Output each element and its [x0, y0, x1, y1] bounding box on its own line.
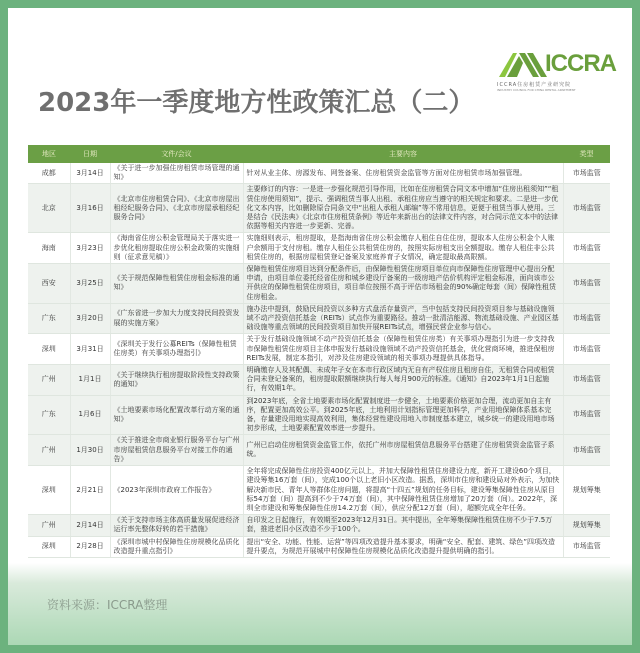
document-cell: 《北京市住房租赁合同》、《北京市房屋出租经纪服务合同》、《北京市房屋承租经纪服务合同》 [110, 184, 243, 233]
date-cell: 3月16日 [70, 184, 110, 233]
document-cell: 《土地要素市场化配置改革行动方案的通知》 [110, 395, 243, 435]
region-cell: 广州 [28, 435, 70, 466]
table-row [28, 365, 610, 396]
document-cell: 《海南省住房公积金管理局关于落实进一步优化租房提取住房公积金政策的实施细则（征求意见稿）》 [110, 233, 243, 264]
header-document: 文件/会议 [110, 145, 243, 163]
type-cell: 市场监管 [563, 163, 610, 184]
date-cell: 1月6日 [70, 395, 110, 435]
header-content: 主要内容 [243, 145, 563, 163]
table-header-row [28, 145, 610, 163]
page-title: 2023年一季度地方性政策汇总（二） [38, 88, 475, 118]
content-cell: 针对从业主体、房源发布、网签备案、住房租赁资金监管等方面对住房租赁市场加强管理。 [243, 163, 563, 184]
table-row [28, 466, 610, 515]
table-row [28, 184, 610, 233]
logo-triangles-icon [499, 53, 549, 77]
date-cell: 1月1日 [70, 365, 110, 396]
header-type: 类型 [563, 145, 610, 163]
document-cell: 《深圳关于发行公募REITs（保障性租赁住房类）有关事项办理指引》 [110, 334, 243, 365]
region-cell: 海南 [28, 233, 70, 264]
date-cell: 2月21日 [70, 466, 110, 515]
region-cell: 深圳 [28, 466, 70, 515]
document-cell: 《关于规范保障性租赁住房租金标准的通知》 [110, 264, 243, 304]
table-row [28, 303, 610, 334]
table-row [28, 233, 610, 264]
type-cell: 市场监管 [563, 435, 610, 466]
type-cell: 市场监管 [563, 334, 610, 365]
table-row [28, 515, 610, 536]
document-cell: 《关于进一步加强住房租赁市场管理的通知》 [110, 163, 243, 184]
content-cell: 保障性租赁住房项目达到分配条件后，由保障性租赁住房项目单位向市保障性住房管理中心提出分配申请，由项目单位委托经省住房和城乡建设厅备案的一级房地产估价机构评定租金标准，面向该市公开供应的保障性租赁住房项目，项目单位按照不高于评估市场租金的90%确定每套（间）保障性租赁住房租金。 [243, 264, 563, 304]
document-cell: 《广东省进一步加大力度支持民间投资发展的实施方案》 [110, 303, 243, 334]
document-cell: 《2023年深圳市政府工作报告》 [110, 466, 243, 515]
logo-tagline: INDUSTRY COUNCIL FOR CHINA RENTAL APARTMENT [497, 88, 576, 92]
type-cell: 规划筹集 [563, 515, 610, 536]
type-cell: 市场监管 [563, 536, 610, 557]
date-cell: 2月14日 [70, 515, 110, 536]
type-cell: 规划筹集 [563, 466, 610, 515]
document-cell: 《关于推进全市商业银行服务平台与广州市房屋租赁信息服务平台对接工作的通告》 [110, 435, 243, 466]
date-cell: 2月28日 [70, 536, 110, 557]
content-cell: 实施细则表示，租房提取，是指海南省住房公积金缴存人租住自住住房，提取本人住房公积金个人账户余额用于支付房租。缴存人租住公共租赁住房的，按照实际房租支出全额提取。缴存人租住非公共租赁住房的，根据房屋租赁登记备案及家庭养育子女情况，确定提取最高限额。 [243, 233, 563, 264]
document-cell: 《关于支持市场主体高质量发展促进经济运行率先整体好转的若干措施》 [110, 515, 243, 536]
region-cell: 成都 [28, 163, 70, 184]
content-cell: 提出“安全、功能、性能、运营”等四项改造提升基本要求，明确“安全、配套、建筑、绿色”四项改造提升要点，为规范开展城中村保障性住房规模化品质化改造提升提供明确的指引。 [243, 536, 563, 557]
type-cell: 市场监管 [563, 264, 610, 304]
region-cell: 广东 [28, 395, 70, 435]
region-cell: 广州 [28, 515, 70, 536]
table-row [28, 264, 610, 304]
date-cell: 3月20日 [70, 303, 110, 334]
header-date: 日期 [70, 145, 110, 163]
source-note: 资料来源：ICCRA整理 [47, 598, 168, 612]
content-cell: 施办法中提到，鼓励民间投资以多种方式盘活存量资产，当中包括支持民间投资项目参与基础设施领域不动产投资信托基金（REITs）试点作为重要路径。推动一批清洁能源、物流基础设施、产业园区基础设施等重点领域的民间投资项目加快开展REITs试点，增强民营企业参与信心。 [243, 303, 563, 334]
region-cell: 深圳 [28, 536, 70, 557]
type-cell: 市场监管 [563, 184, 610, 233]
region-cell: 北京 [28, 184, 70, 233]
iccra-logo: ICCRA ICCRA住房租赁产业研究院 INDUSTRY COUNCIL FOR CHINA RENTAL APARTMENT [497, 50, 616, 92]
region-cell: 广州 [28, 365, 70, 396]
date-cell: 3月23日 [70, 233, 110, 264]
type-cell: 市场监管 [563, 365, 610, 396]
content-cell: 自印发之日起施行，有效期至2023年12月31日。其中提出，全年筹集保障性租赁住房不少于7.5万套，推进老旧小区改造不少于100个。 [243, 515, 563, 536]
region-cell: 深圳 [28, 334, 70, 365]
content-cell: 关于发行基础设施领域不动产投资信托基金（保障性租赁住房类）有关事项办理指引为进一步支持我市保障性租赁住房项目主体申报发行基础设施领域不动产投资信托基金，优化营商环境，推进保租房REITs发展，制定本指引，对涉及住房建设领域的相关事项办理提供具体指导。 [243, 334, 563, 365]
table-row [28, 435, 610, 466]
header-region: 地区 [28, 145, 70, 163]
content-cell: 主要修订的内容：一是进一步强化规范引导作用，比如在住房租赁合同文本中增加“住房出租须知”“租赁住房使用须知”，提示、强调租赁当事人出租、承租住房应当遵守的相关规定和要求。二是进一步优化文本内容，比如删除原合同条文中“出租人承租人邮编”等不常用信息，更便于租赁当事人使用。三是结合《民法典》《北京市住房租赁条例》等近年来新出台的法律文件内容，对合同示范文本中的法律依据等相关内容进一步更新、完善。 [243, 184, 563, 233]
content-cell: 广州已启动住房租赁资金监管工作，依托广州市房屋租赁信息服务平台搭建了住房租赁资金监管子系统。 [243, 435, 563, 466]
type-cell: 市场监管 [563, 233, 610, 264]
table-row [28, 334, 610, 365]
table-row [28, 163, 610, 184]
type-cell: 市场监管 [563, 303, 610, 334]
date-cell: 3月25日 [70, 264, 110, 304]
date-cell: 1月30日 [70, 435, 110, 466]
document-cell: 《关于继续执行租房提取阶段性支持政策的通知》 [110, 365, 243, 396]
region-cell: 广东 [28, 303, 70, 334]
date-cell: 3月31日 [70, 334, 110, 365]
content-cell: 到2023年底，全省土地要素市场化配置制度进一步健全，土地要素价格更加合理，流动更加自主有序，配置更加高效公平。到2025年底，土地利用计划指标管理更加科学，产业用地保障体系基本完备，存量建设用地实现高效利用，集体经营性建设用地入市制度基本建立，城乡统一的建设用地市场初步形成，土地要素配置效率进一步提升。 [243, 395, 563, 435]
logo-subtitle: ICCRA住房租赁产业研究院 [497, 82, 572, 88]
date-cell: 3月14日 [70, 163, 110, 184]
document-cell: 《深圳市城中村保障性住房规模化品质化改造提升重点指引》 [110, 536, 243, 557]
table-row [28, 395, 610, 435]
type-cell: 市场监管 [563, 395, 610, 435]
table-row [28, 536, 610, 557]
policy-table [28, 145, 610, 558]
content-cell: 全年将完成保障性住房投资400亿元以上，并加大保障性租赁住房建设力度，新开工建设60个项目，建设筹集16万套（间），完成100个以上老旧小区改造。据悉，深圳市住房和建设局对外表示，为加快解决新市民、青年人等群体住房问题，将提高“十四五”规划的任务目标，建设筹集保障性住房从原目标54万套（间）提高到不少于74万套（间），其中保障性租赁住房增加了20万套（间）。2022年，深圳全市建设和筹集保障性住房14.2万套（间），供应分配12万套（间），超额完成全年任务。 [243, 466, 563, 515]
region-cell: 西安 [28, 264, 70, 304]
content-cell: 明确缴存人及其配偶、未成年子女在本市行政区域内无自有产权住房且租房自住，无租赁合同或租赁合同未登记备案的，租房提取限额继续执行每人每月900元的标准。《通知》自2023年1月1日起施行，有效期1年。 [243, 365, 563, 396]
